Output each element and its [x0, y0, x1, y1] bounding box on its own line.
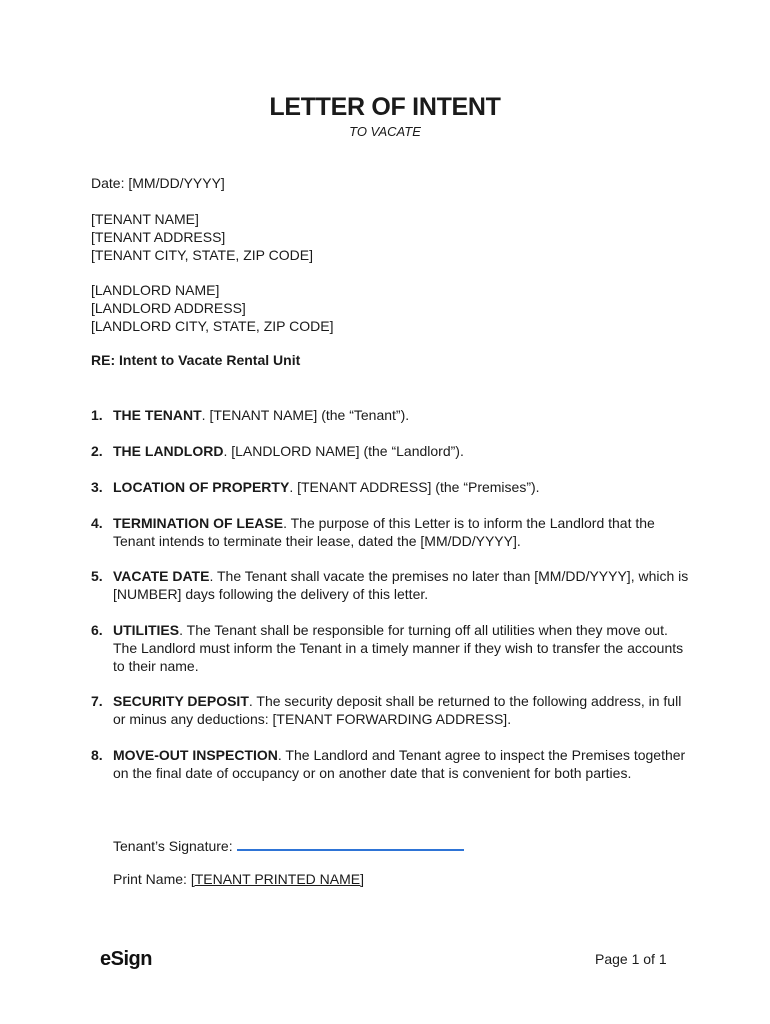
item-heading: THE LANDLORD — [113, 443, 224, 459]
esign-logo: eSign — [100, 948, 152, 970]
item-text: . The purpose of this Letter is to inform the Landlord that the Tenant intends to terminate their lease, dated the [MM/DD/YYYY]. — [113, 515, 655, 549]
item-text: . The Tenant shall vacate the premises no later than [MM/DD/YYYY], which is [NUMBER] days following the delivery of this letter. — [113, 568, 689, 602]
landlord-address: [LANDLORD ADDRESS] — [91, 300, 246, 316]
list-item — [91, 478, 691, 496]
tenant-name: [TENANT NAME] — [91, 211, 199, 227]
item-number: 3. — [91, 479, 103, 495]
item-heading: TERMINATION OF LEASE — [113, 515, 284, 531]
item-number: 1. — [91, 407, 103, 423]
landlord-name: [LANDLORD NAME] — [91, 282, 220, 298]
tenant-address-block — [91, 210, 313, 264]
print-name-row — [113, 871, 364, 887]
signature-row — [113, 835, 464, 854]
item-text: . The Landlord and Tenant agree to inspect the Premises together on the final date of occupancy or on another date that is convenient for both parties. — [113, 747, 686, 781]
document-subtitle: TO VACATE — [349, 124, 421, 139]
list-item — [91, 442, 691, 460]
list-item — [91, 406, 691, 424]
signature-field[interactable] — [237, 835, 464, 851]
item-text: . [LANDLORD NAME] (the “Landlord”). — [223, 443, 464, 459]
landlord-city-state-zip: [LANDLORD CITY, STATE, ZIP CODE] — [91, 318, 334, 334]
item-number: 6. — [91, 622, 103, 638]
list-item — [91, 621, 691, 675]
item-heading: UTILITIES — [113, 622, 180, 638]
print-name-field[interactable]: [TENANT PRINTED NAME] — [190, 871, 365, 887]
page-number: Page 1 of 1 — [595, 951, 667, 967]
print-name-label: Print Name: — [113, 871, 187, 887]
list-item — [91, 514, 691, 550]
item-heading: LOCATION OF PROPERTY — [113, 479, 290, 495]
item-heading: THE TENANT — [113, 407, 202, 423]
item-number: 2. — [91, 443, 103, 459]
item-number: 8. — [91, 747, 103, 763]
list-item — [91, 692, 691, 728]
item-heading: SECURITY DEPOSIT — [113, 693, 249, 709]
tenant-address: [TENANT ADDRESS] — [91, 229, 226, 245]
tenant-city-state-zip: [TENANT CITY, STATE, ZIP CODE] — [91, 247, 313, 263]
list-item — [91, 746, 691, 782]
date-text: Date: [MM/DD/YYYY] — [91, 175, 225, 191]
item-text: . [TENANT ADDRESS] (the “Premises”). — [289, 479, 540, 495]
document-title: LETTER OF INTENT — [269, 93, 501, 121]
landlord-address-block — [91, 281, 333, 335]
item-heading: VACATE DATE — [113, 568, 210, 584]
item-number: 7. — [91, 693, 103, 709]
item-text: . The Tenant shall be responsible for turning off all utilities when they move out. The Landlord must inform the Tenant in a timely manner if they wish to transfer the accounts to their name. — [113, 622, 684, 674]
signature-label: Tenant’s Signature: — [113, 838, 233, 854]
re-line: RE: Intent to Vacate Rental Unit — [91, 352, 301, 368]
item-text: . The security deposit shall be returned to the following address, in full or minus any deductions: [TENANT FORWARDING ADDRESS]. — [113, 693, 682, 727]
item-heading: MOVE-OUT INSPECTION — [113, 747, 278, 763]
item-number: 5. — [91, 568, 103, 584]
date-line — [91, 174, 225, 192]
item-text: . [TENANT NAME] (the “Tenant”). — [201, 407, 410, 423]
list-item — [91, 567, 691, 603]
item-number: 4. — [91, 515, 103, 531]
